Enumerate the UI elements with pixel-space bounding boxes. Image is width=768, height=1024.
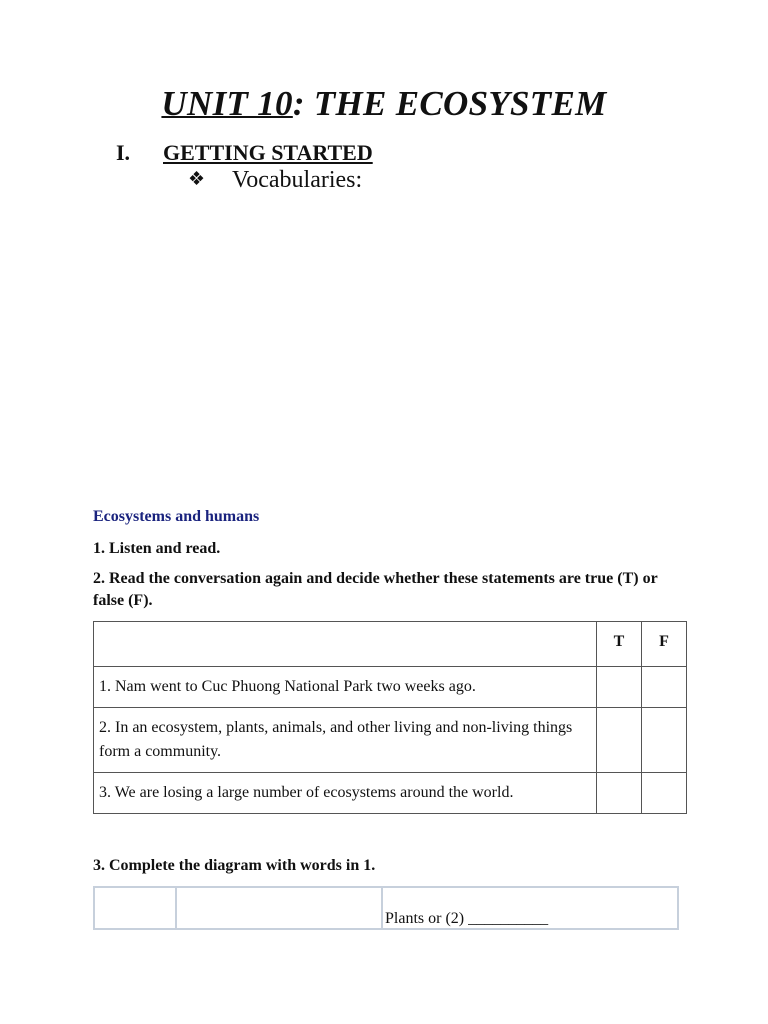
- diamond-bullet-icon: ❖: [188, 169, 206, 190]
- true-answer-cell[interactable]: [597, 773, 642, 814]
- table-row: [94, 773, 687, 814]
- section-title: GETTING STARTED: [163, 140, 373, 165]
- vocabulary-item: [188, 167, 362, 194]
- false-answer-cell[interactable]: [642, 708, 687, 773]
- diagram-cell: [176, 887, 382, 929]
- table-header-true: T: [597, 622, 642, 667]
- true-answer-cell[interactable]: [597, 667, 642, 708]
- true-false-table: [93, 621, 687, 814]
- true-answer-cell[interactable]: [597, 708, 642, 773]
- section-number: I.: [116, 140, 131, 165]
- vocabulary-label: Vocabularies:: [232, 167, 363, 193]
- task-1: 1. Listen and read.: [93, 540, 221, 557]
- table-row: [94, 708, 687, 773]
- task-3: 3. Complete the diagram with words in 1.: [93, 857, 376, 874]
- statement-cell: 3. We are losing a large number of ecosystems around the world.: [94, 773, 597, 814]
- statement-cell: 2. In an ecosystem, plants, animals, and other living and non-living things form a community.: [94, 708, 597, 773]
- diagram-cell: [94, 887, 176, 929]
- diagram-row: [94, 887, 678, 929]
- lesson-subtitle: Ecosystems and humans: [93, 508, 260, 525]
- section-heading: [116, 140, 373, 166]
- statement-cell: 1. Nam went to Cuc Phuong National Park two weeks ago.: [94, 667, 597, 708]
- table-header-statement: [94, 622, 597, 667]
- unit-number: UNIT 10: [161, 84, 293, 123]
- false-answer-cell[interactable]: [642, 773, 687, 814]
- table-header-false: F: [642, 622, 687, 667]
- task-2: 2. Read the conversation again and decide whether these statements are true (T) or false (F).: [93, 570, 658, 609]
- table-row: [94, 667, 687, 708]
- diagram-cell-blank[interactable]: Plants or (2) __________: [382, 887, 678, 929]
- false-answer-cell[interactable]: [642, 667, 687, 708]
- unit-title: [0, 84, 768, 124]
- table-header-row: [94, 622, 687, 667]
- diagram-table: [93, 886, 679, 930]
- unit-name: : THE ECOSYSTEM: [292, 84, 607, 123]
